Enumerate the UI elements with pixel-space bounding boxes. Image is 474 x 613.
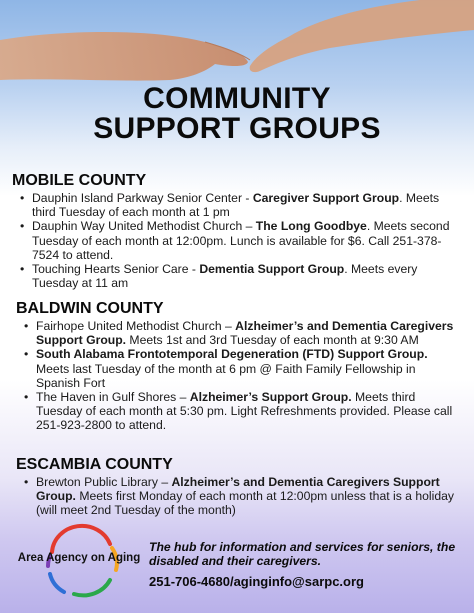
tagline: The hub for information and services for seniors, the disabled and their caregivers. (149, 540, 456, 568)
list-item: • Brewton Public Library – Alzheimer’s and Dementia Caregivers Support Group. Meets first Monday of each month at 12:00pm unless that is a holiday (will meet 2nd Tuesday of the month) (24, 475, 454, 518)
section-mobile-county (12, 172, 464, 290)
list-item: • Dauphin Way United Methodist Church – The Long Goodbye. Meets second Tuesday of each month at 12:00pm. Lunch is available for $6. Call 251-378-7524 to attend. (20, 219, 450, 262)
title-line-1: COMMUNITY (143, 82, 331, 115)
contact-info: 251-706-4680/aginginfo@sarpc.org (149, 574, 364, 589)
county-heading: BALDWIN COUNTY (16, 300, 164, 317)
section-escambia-county (16, 456, 462, 518)
list-item: • The Haven in Gulf Shores – Alzheimer’s Support Group. Meets third Tuesday of each month at 5:30 pm. Light Refreshments provided. Please call 251-923-2800 to attend. (24, 390, 453, 433)
list-item: • South Alabama Frontotemporal Degeneration (FTD) Support Group. Meets last Tuesday of the month at 6 pm @ Faith Family Fellowship in Spanish Fort (24, 347, 428, 390)
county-heading: ESCAMBIA COUNTY (16, 456, 173, 473)
county-heading: MOBILE COUNTY (12, 172, 147, 189)
list-item: • Dauphin Island Parkway Senior Center - Caregiver Support Group. Meets third Tuesday of each month at 1 pm (20, 191, 440, 220)
list-item: • Fairhope United Methodist Church – Alzheimer’s and Dementia Caregivers Support Group. Meets 1st and 3rd Tuesday of each month at 9:30 AM (24, 319, 454, 348)
list-item: • Touching Hearts Senior Care - Dementia Support Group. Meets every Tuesday at 11 am (20, 262, 418, 291)
section-baldwin-county (16, 300, 462, 433)
logo-text: Area Agency on Aging (17, 552, 141, 564)
title-line-2: SUPPORT GROUPS (93, 112, 381, 145)
page-title (0, 84, 474, 144)
